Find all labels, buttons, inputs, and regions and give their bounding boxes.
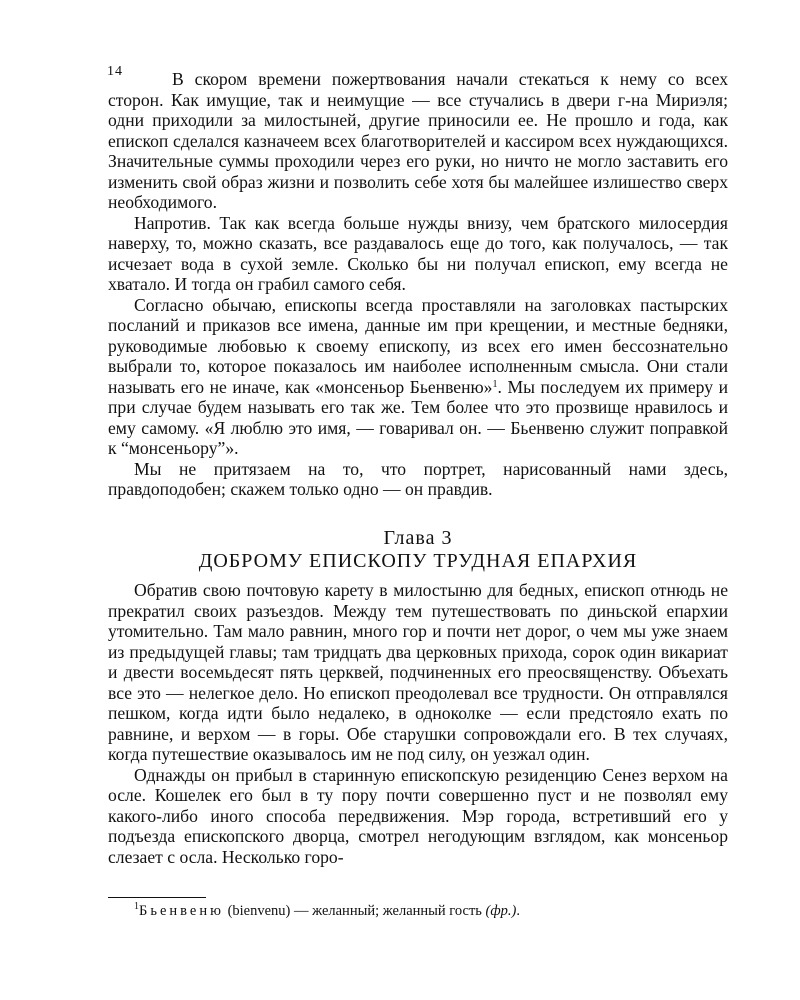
paragraph: Однажды он прибыл в старинную епископскую резиденцию Сенез верхом на осле. Кошелек его был в ту пору почти совершенно пуст и не позволял ему какого-либо иного способа передвижения. Мэр города, встретивший его у подъезда епископского дворца, смотрел негодующим взглядом, как монсеньор слезает с осла. Несколько горо- <box>108 764 728 867</box>
footnote-end: . <box>516 903 520 919</box>
paragraph-part: . Мы последуем их примеру и при случае будем называть его так же. Тем более что это прозвище нравилось и ему самому. «Я люблю это имя, — говаривал он. — Бьенвеню служит поправкой к “монсеньору”». <box>108 376 728 458</box>
footnote-mark: 1 <box>134 901 139 912</box>
paragraph: Обратив свою почтовую карету в милостыню для бедных, епископ отнюдь не прекратил своих разъездов. Между тем путешествовать по диньской епархии утомительно. Там мало равнин, много гор и почти нет дорог, о чем мы уже знаем из предыдущей главы; там тридцать два церковных прихода, сорок один викариат и двести восемьдесят пять церквей, подчиненных его преосвященству. Объехать все это — нелегкое дело. Но епископ преодолевал все трудности. Он отправлялся пешком, когда идти было недалеко, в одноколке — если предстояло ехать по равнине, и верхом — в горы. Обе старушки сопровождали его. В тех случаях, когда путешествие оказывалось им не под силу, он уезжал один. <box>108 580 728 764</box>
footnote-reference[interactable]: 1 <box>492 378 498 390</box>
footnote-term: Бьенвеню <box>139 903 224 919</box>
paragraph-part: Согласно обычаю, епископы всегда проставляли на заголовках пастырских посланий и приказов все имена, данные им при крещении, и местные бедняки, руководимые любовью к своему епископу, из всех его имен бессознательно выбрали то, которое показалось им наиболее исполненным смысла. Они стали называть его не иначе, как «монсеньор Бьенвеню» <box>108 294 728 397</box>
paragraph <box>108 295 728 459</box>
paragraph: Напротив. Так как всегда больше нужды внизу, чем братского милосердия наверху, то, можно сказать, все раздавалось еще до того, как получалось, — так исчезает вода в сухой земле. Сколько бы ни получал епископ, ему всегда не хватало. И тогда он грабил самого себя. <box>108 212 728 294</box>
footnote-text: (bienvenu) — желанный; желанный гость <box>223 903 486 919</box>
chapter-subtitle: ДОБРОМУ ЕПИСКОПУ ТРУДНАЯ ЕПАРХИЯ <box>198 550 638 572</box>
text-block-bottom <box>108 580 728 867</box>
paragraph: В скором времени пожертвования начали стекаться к нему со всех сторон. Как имущие, так и неимущие — все стучались в двери г-на Мириэля; одни приходили за милостыней, другие приносили ее. Не прошло и года, как епископ сделался казначеем всех благотворителей и кассиром всех нуждающихся. Значительные суммы проходили через его руки, но ничто не могло заставить его изменить свой образ жизни и позволить себе хотя бы малейшее излишество сверх необходимого. <box>108 69 728 212</box>
page-number: 14 <box>107 64 123 79</box>
footnote-abbreviation: (фр.) <box>485 903 517 919</box>
paragraph: Мы не притязаем на то, что портрет, нарисованный нами здесь, правдоподобен; скажем только одно — он правдив. <box>108 458 728 499</box>
text-block-top <box>108 69 728 500</box>
footnote-divider <box>108 897 206 898</box>
chapter-title: Глава 3 <box>383 527 453 549</box>
footnote <box>134 902 728 920</box>
